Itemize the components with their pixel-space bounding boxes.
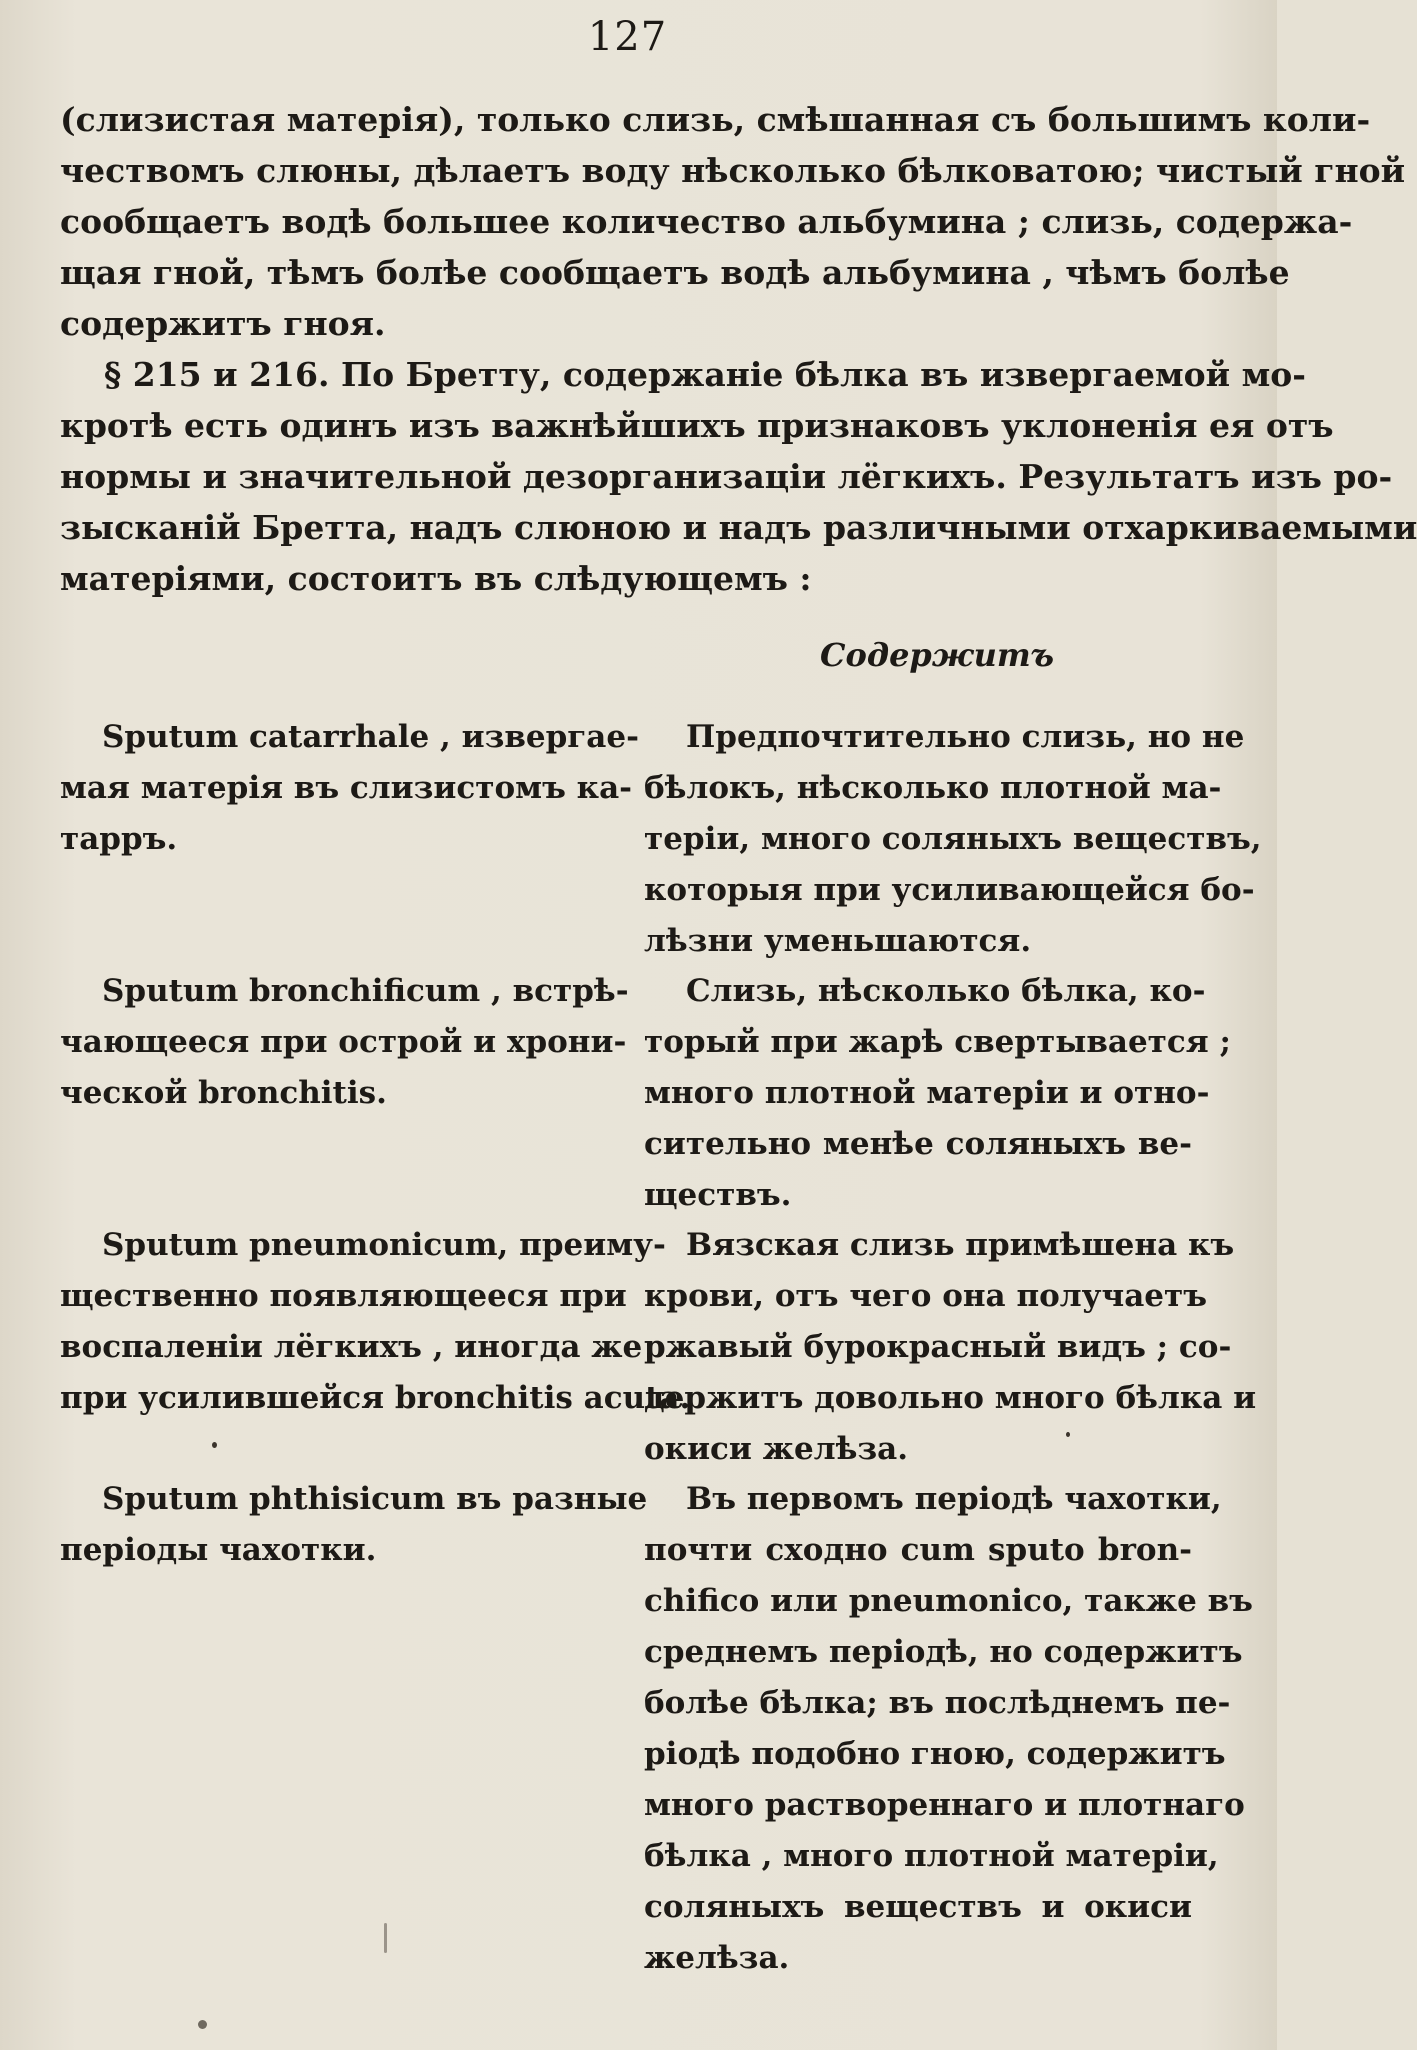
- page-number: 127: [587, 14, 668, 60]
- table-column-heading: Содержитъ: [820, 636, 1054, 674]
- lead-line: чествомъ слюны, дѣлаетъ воду нѣсколько бѣлковатою; чистый гной: [60, 151, 1406, 190]
- cell-line: Слизь, нѣсколько бѣлка, ко-: [686, 973, 1206, 1009]
- contents-cell: [644, 712, 1262, 967]
- cell-line: ческой bronchitis.: [60, 1075, 387, 1111]
- cell-line: періоды чахотки.: [60, 1532, 377, 1568]
- cell-line: соляныхъ веществъ и окиси: [644, 1889, 1192, 1925]
- lead-line: содержитъ гноя.: [60, 304, 386, 343]
- section-line: зысканій Бретта, надъ слюною и надъ различными отхаркиваемыми: [60, 508, 1417, 547]
- lead-line: сообщаетъ водѣ большее количество альбумина ; слизь, содержа-: [60, 202, 1353, 241]
- cell-line: chifico или pneumonico, также въ: [644, 1583, 1253, 1619]
- cell-line: теріи, много соляныхъ веществъ,: [644, 821, 1262, 857]
- cell-line: торый при жарѣ свертывается ;: [644, 1024, 1231, 1060]
- cell-line: Sputum bronchificum , встрѣ-: [102, 973, 629, 1009]
- sputum-type-cell: [60, 1220, 691, 1424]
- cell-line: Sputum phthisicum въ разные: [102, 1481, 648, 1517]
- cell-line: сительно менѣе соляныхъ ве-: [644, 1126, 1192, 1162]
- sputum-type-cell: [60, 1474, 648, 1576]
- cell-line: которыя при усиливающейся бо-: [644, 872, 1255, 908]
- cell-line: при усилившейся bronchitis acuta.: [60, 1380, 691, 1416]
- cell-line: щественно появляющееся при: [60, 1278, 627, 1314]
- section-line: кротѣ есть одинъ изъ важнѣйшихъ признаковъ уклоненія ея отъ: [60, 406, 1334, 445]
- cell-line: бѣлокъ, нѣсколько плотной ма-: [644, 770, 1222, 806]
- lead-line: щая гной, тѣмъ болѣе сообщаетъ водѣ альбумина , чѣмъ болѣе: [60, 253, 1290, 292]
- cell-line: воспаленіи лёгкихъ , иногда же: [60, 1329, 643, 1365]
- cell-line: бѣлка , много плотной матеріи,: [644, 1838, 1219, 1874]
- section-line: § 215 и 216. По Бретту, содержаніе бѣлка въ извергаемой мо-: [104, 355, 1306, 394]
- cell-line: тарръ.: [60, 821, 178, 857]
- cell-line: крови, отъ чего она получаетъ: [644, 1278, 1207, 1314]
- contents-cell: [644, 966, 1231, 1221]
- cell-line: окиси желѣза.: [644, 1431, 909, 1467]
- cell-line: чающееся при острой и хрони-: [60, 1024, 627, 1060]
- paper-speck: [384, 1923, 387, 1953]
- cell-line: ржавый бурокрасный видъ ; со-: [644, 1329, 1232, 1365]
- cell-line: болѣе бѣлка; въ послѣднемъ пе-: [644, 1685, 1231, 1721]
- paper-speck: [198, 2020, 207, 2029]
- sputum-type-cell: [60, 712, 639, 865]
- paper-speck: [1066, 1432, 1070, 1437]
- cell-line: желѣза.: [644, 1940, 790, 1976]
- cell-line: Въ первомъ періодѣ чахотки,: [686, 1481, 1222, 1517]
- section-line: матеріями, состоитъ въ слѣдующемъ :: [60, 559, 812, 598]
- lead-line: (слизистая матерія), только слизь, смѣшанная съ большимъ коли-: [60, 100, 1371, 139]
- sputum-type-cell: [60, 966, 629, 1119]
- section-paragraph: [60, 349, 1417, 604]
- cell-line: мая матерія въ слизистомъ ка-: [60, 770, 633, 806]
- cell-line: держитъ довольно много бѣлка и: [644, 1380, 1257, 1416]
- contents-cell: [644, 1220, 1257, 1475]
- cell-line: ріодѣ подобно гною, содержитъ: [644, 1736, 1226, 1772]
- cell-line: почти сходно cum sputo bron-: [644, 1532, 1192, 1568]
- cell-line: Sputum pneumonicum, преиму-: [102, 1227, 666, 1263]
- cell-line: лѣзни уменьшаются.: [644, 923, 1032, 959]
- contents-cell: [644, 1474, 1253, 1984]
- cell-line: много плотной матеріи и отно-: [644, 1075, 1210, 1111]
- section-line: нормы и значительной дезорганизаціи лёгкихъ. Результатъ изъ ро-: [60, 457, 1393, 496]
- cell-line: Вязская слизь примѣшена къ: [686, 1227, 1235, 1263]
- cell-line: Предпочтительно слизь, но не: [686, 719, 1245, 755]
- cell-line: среднемъ періодѣ, но содержитъ: [644, 1634, 1243, 1670]
- paper-speck: [212, 1442, 217, 1448]
- lead-paragraph: [60, 94, 1406, 349]
- cell-line: ществъ.: [644, 1177, 792, 1213]
- cell-line: много раствореннаго и плотнаго: [644, 1787, 1245, 1823]
- cell-line: Sputum catarrhale , извергае-: [102, 719, 639, 755]
